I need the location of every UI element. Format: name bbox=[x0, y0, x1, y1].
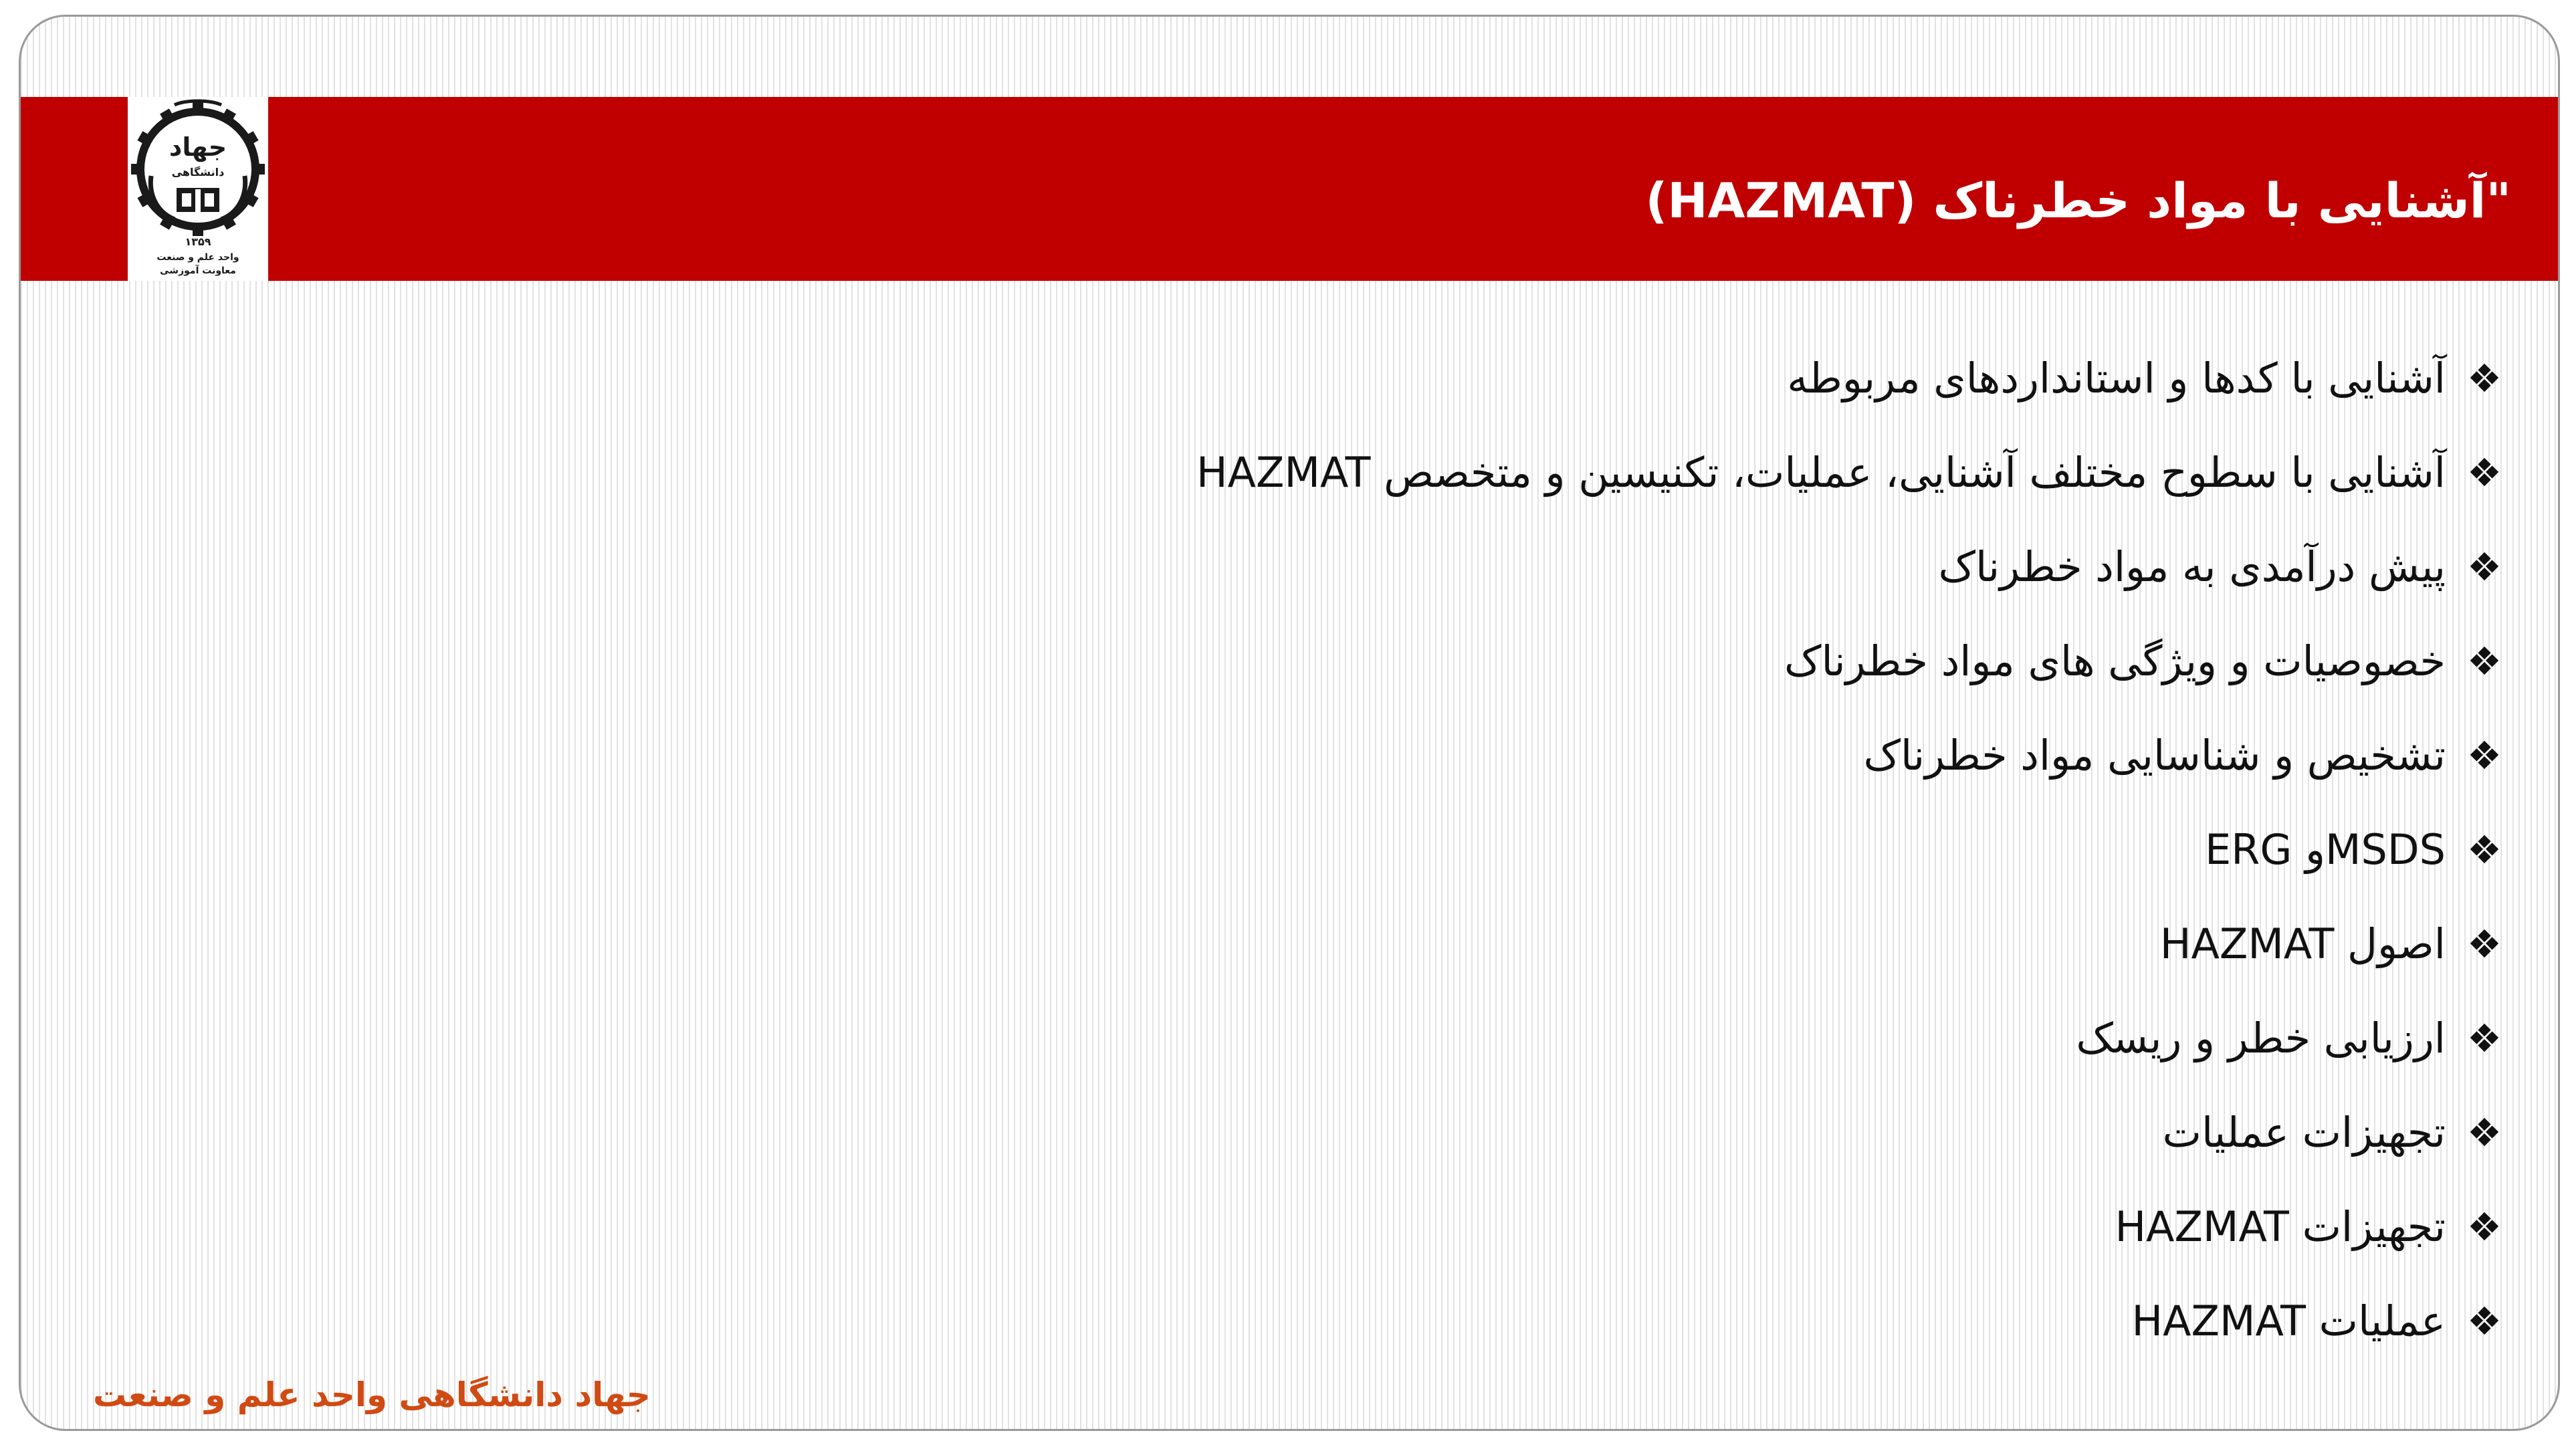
bullet-list bbox=[1196, 331, 2504, 1368]
diamond-bullet-icon: ❖ bbox=[2467, 449, 2502, 495]
diamond-bullet-icon: ❖ bbox=[2467, 1109, 2502, 1155]
list-item bbox=[1196, 425, 2504, 520]
bullet-text: عملیات HAZMAT bbox=[2131, 1297, 2446, 1345]
list-item bbox=[1196, 708, 2504, 802]
slide bbox=[19, 15, 2560, 1431]
list-item bbox=[1196, 802, 2504, 897]
diamond-bullet-icon: ❖ bbox=[2467, 544, 2502, 590]
bullet-text: MSDSو ERG bbox=[2205, 825, 2446, 874]
diamond-bullet-icon: ❖ bbox=[2467, 355, 2502, 401]
bullet-text: خصوصیات و ویژگی های مواد خطرناک bbox=[1784, 637, 2446, 685]
list-item bbox=[1196, 331, 2504, 425]
svg-text:واحد علم و صنعت: واحد علم و صنعت bbox=[156, 252, 239, 263]
svg-text:دانشگاهی: دانشگاهی bbox=[171, 166, 225, 179]
diamond-bullet-icon: ❖ bbox=[2467, 826, 2502, 873]
bullet-text: ارزیابی خطر و ریسک bbox=[2076, 1014, 2446, 1063]
svg-text:جهاد: جهاد bbox=[169, 132, 227, 162]
list-item bbox=[1196, 614, 2504, 708]
bullet-text: تجهیزات HAZMAT bbox=[2115, 1202, 2446, 1251]
svg-text:۱۳۵۹: ۱۳۵۹ bbox=[185, 235, 211, 248]
bullet-text: آشنایی با سطوح مختلف آشنایی، عملیات، تکنیسین و متخصص HAZMAT bbox=[1196, 448, 2446, 497]
bullet-text: تشخیص و شناسایی مواد خطرناک bbox=[1863, 731, 2446, 780]
list-item bbox=[1196, 1180, 2504, 1274]
list-item bbox=[1196, 897, 2504, 991]
diamond-bullet-icon: ❖ bbox=[2467, 921, 2502, 967]
list-item bbox=[1196, 1085, 2504, 1180]
footer-text: جهاد دانشگاهی واحد علم و صنعت bbox=[93, 1375, 651, 1414]
bullet-text: آشنایی با کدها و استانداردهای مربوطه bbox=[1787, 354, 2446, 403]
bullet-text: اصول HAZMAT bbox=[2159, 919, 2446, 968]
jahad-daneshgahi-logo-icon bbox=[128, 97, 268, 281]
diamond-bullet-icon: ❖ bbox=[2467, 732, 2502, 778]
bullet-text: پیش درآمدی به مواد خطرناک bbox=[1938, 542, 2446, 591]
list-item bbox=[1196, 520, 2504, 614]
list-item bbox=[1196, 991, 2504, 1085]
diamond-bullet-icon: ❖ bbox=[2467, 1298, 2502, 1344]
list-item bbox=[1196, 1274, 2504, 1368]
slide-title: "آشنایی با مواد خطرناک (HAZMAT) bbox=[1645, 173, 2511, 229]
diamond-bullet-icon: ❖ bbox=[2467, 638, 2502, 684]
svg-text:معاونت آموزشی: معاونت آموزشی bbox=[160, 265, 236, 276]
bullet-text: تجهیزات عملیات bbox=[2162, 1108, 2446, 1157]
diamond-bullet-icon: ❖ bbox=[2467, 1204, 2502, 1250]
diamond-bullet-icon: ❖ bbox=[2467, 1015, 2502, 1061]
logo bbox=[128, 97, 268, 281]
